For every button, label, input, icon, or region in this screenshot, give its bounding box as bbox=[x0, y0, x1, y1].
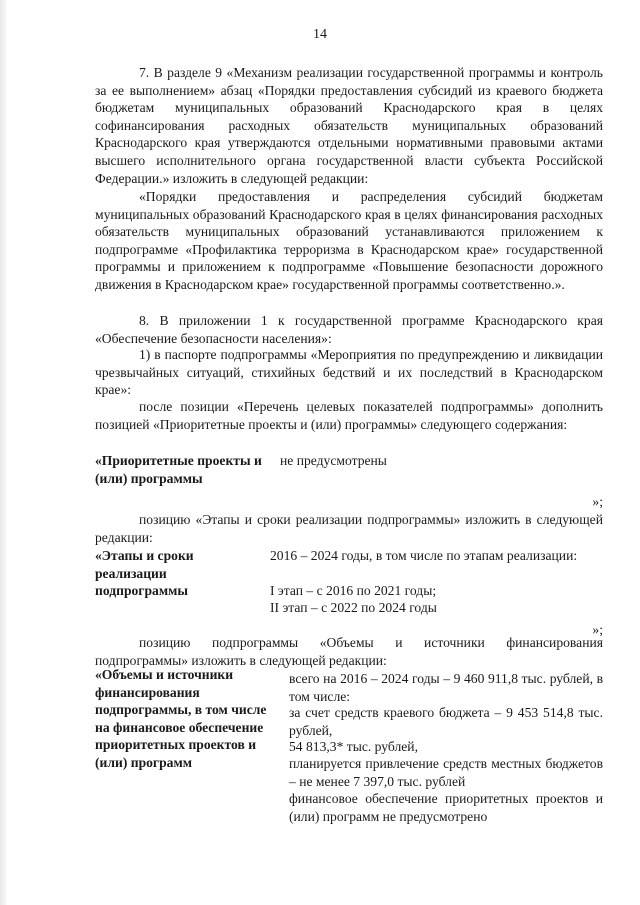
volumes-line-1: всего на 2016 – 2024 годы – 9 460 911,8 тыс. рублей, в том числе: bbox=[289, 671, 603, 704]
volumes-line-4: планируется привлечение средств местных бюджетов – не менее 7 397,0 тыс. рублей bbox=[289, 756, 603, 789]
stages-close: »; bbox=[592, 622, 603, 637]
page-number: 14 bbox=[313, 27, 327, 42]
priority-projects-close: »; bbox=[592, 494, 603, 509]
paragraph-after-list: после позиции «Перечень целевых показателей подпрограммы» дополнить позицией «Приоритетные проекты и (или) программы» следующего содержания: bbox=[95, 399, 603, 432]
paragraph-position-volumes: позицию подпрограммы «Объемы и источники финансирования подпрограммы» изложить в следующей редакции: bbox=[95, 635, 603, 668]
paragraph-7: 7. В разделе 9 «Механизм реализации государственной программы и контроль за ее выполнением» абзац «Порядки предоставления субсидий из краевого бюджета бюджетам муниципальных образований Краснодарского края в целях софинансирования расходных обязательств муниципальных образований Краснодарского края утверждаются отдельными нормативными правовыми актами высшего исполнительного органа государственной власти субъекта Российской Федерации.» изложить в следующей редакции: bbox=[95, 65, 603, 186]
scan-edge bbox=[0, 0, 8, 905]
stages-line-1: 2016 – 2024 годы, в том числе по этапам реализации: bbox=[270, 548, 578, 563]
volumes-line-2: за счет средств краевого бюджета – 9 453 514,8 тыс. рублей, bbox=[289, 705, 603, 738]
paragraph-position-stages: позицию «Этапы и сроки реализации подпрограммы» изложить в следующей редакции: bbox=[95, 512, 603, 545]
stages-label: «Этапы и сроки реализации подпрограммы bbox=[95, 548, 194, 599]
paragraph-7-quote: «Порядки предоставления и распределения субсидий бюджетам муниципальных образований Краснодарского края в целях финансирования расходных обязательств муниципальных образований устанавливаются приложением к подпрограмме «Профилактика терроризма в Краснодарском крае» государственной программы и приложением к подпрограмме «Повышение безопасности дорожного движения в Краснодарском крае» государственной программы соответственно.». bbox=[95, 189, 603, 292]
paragraph-8: 8. В приложении 1 к государственной программе Краснодарского края «Обеспечение безопасности населения»: bbox=[95, 313, 603, 346]
volumes-line-5: финансовое обеспечение приоритетных проектов и (или) программ не предусмотрено bbox=[289, 791, 603, 824]
priority-projects-label: «Приоритетные проекты и (или) программы bbox=[95, 453, 262, 486]
paragraph-8-1: 1) в паспорте подпрограммы «Мероприятия по предупреждению и ликвидации чрезвычайных ситуаций, стихийных бедствий и их последствий в Краснодарском крае»: bbox=[95, 347, 603, 398]
volumes-label: «Объемы и источники финансирования подпрограммы, в том числе на финансовое обеспечение приоритетных проектов и (или) программ bbox=[95, 667, 267, 770]
stages-line-2: I этап – с 2016 по 2021 годы; bbox=[270, 583, 437, 598]
priority-projects-value: не предусмотрены bbox=[280, 453, 387, 468]
volumes-line-3: 54 813,3* тыс. рублей, bbox=[289, 739, 418, 754]
stages-line-3: II этап – с 2022 по 2024 годы bbox=[270, 600, 437, 615]
